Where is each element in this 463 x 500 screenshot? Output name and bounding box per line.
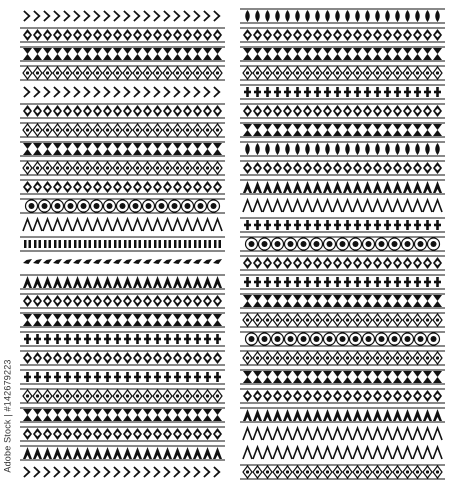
left-column-border-11 [20,199,225,213]
left-column-border-8 [20,142,225,156]
left-column-border-15 [20,275,225,289]
right-column-border-17 [240,313,445,327]
left-column-border-12 [23,219,222,231]
stock-watermark-text: Adobe Stock | #142679223 [3,359,14,473]
stock-watermark [2,336,14,496]
left-column-border-25 [24,467,219,477]
right-column-border-2 [240,28,445,42]
right-column-border-22 [240,408,445,422]
left-column-border-2 [20,28,225,42]
right-column-border-18 [240,332,445,346]
right-column-border-10 [240,180,445,194]
left-column-border-14 [23,259,222,264]
right-column-border-19 [240,351,445,365]
left-column-border-7 [20,123,225,137]
right-column-border-7 [240,123,445,137]
right-column-border-12 [240,218,445,232]
left-column-border-10 [20,180,225,194]
left-column-border-19 [20,351,225,365]
right-column-border-24 [243,447,442,459]
left-column-border-6 [20,104,225,118]
left-column-border-16 [20,294,225,308]
right-column-border-15 [240,275,445,289]
left-column-border-21 [20,389,225,403]
left-column-border-22 [20,408,225,422]
right-column-border-25 [240,465,445,479]
left-column-border-13 [20,237,225,251]
right-column-border-5 [240,85,445,99]
left-column-border-5 [24,87,219,97]
right-column-border-21 [240,389,445,403]
right-column-border-14 [240,256,445,270]
right-column-border-16 [240,294,445,308]
left-column-border-18 [20,332,225,346]
right-column-border-9 [240,161,445,175]
left-column-border-23 [20,427,225,441]
left-column-border-4 [20,66,225,80]
right-column-border-8 [240,142,445,156]
left-column-border-9 [20,161,225,175]
right-column-border-1 [240,9,445,23]
right-column-border-11 [243,200,442,212]
left-column-border-1 [24,11,219,21]
left-column-border-3 [20,47,225,61]
left-column-border-17 [20,313,225,327]
right-column-border-20 [240,370,445,384]
right-column-border-6 [240,104,445,118]
right-column-border-4 [240,66,445,80]
right-column-border-23 [243,428,442,440]
right-column-border-13 [240,237,445,251]
right-column-border-3 [240,47,445,61]
left-column-border-24 [20,446,225,460]
left-column-border-20 [20,370,225,384]
